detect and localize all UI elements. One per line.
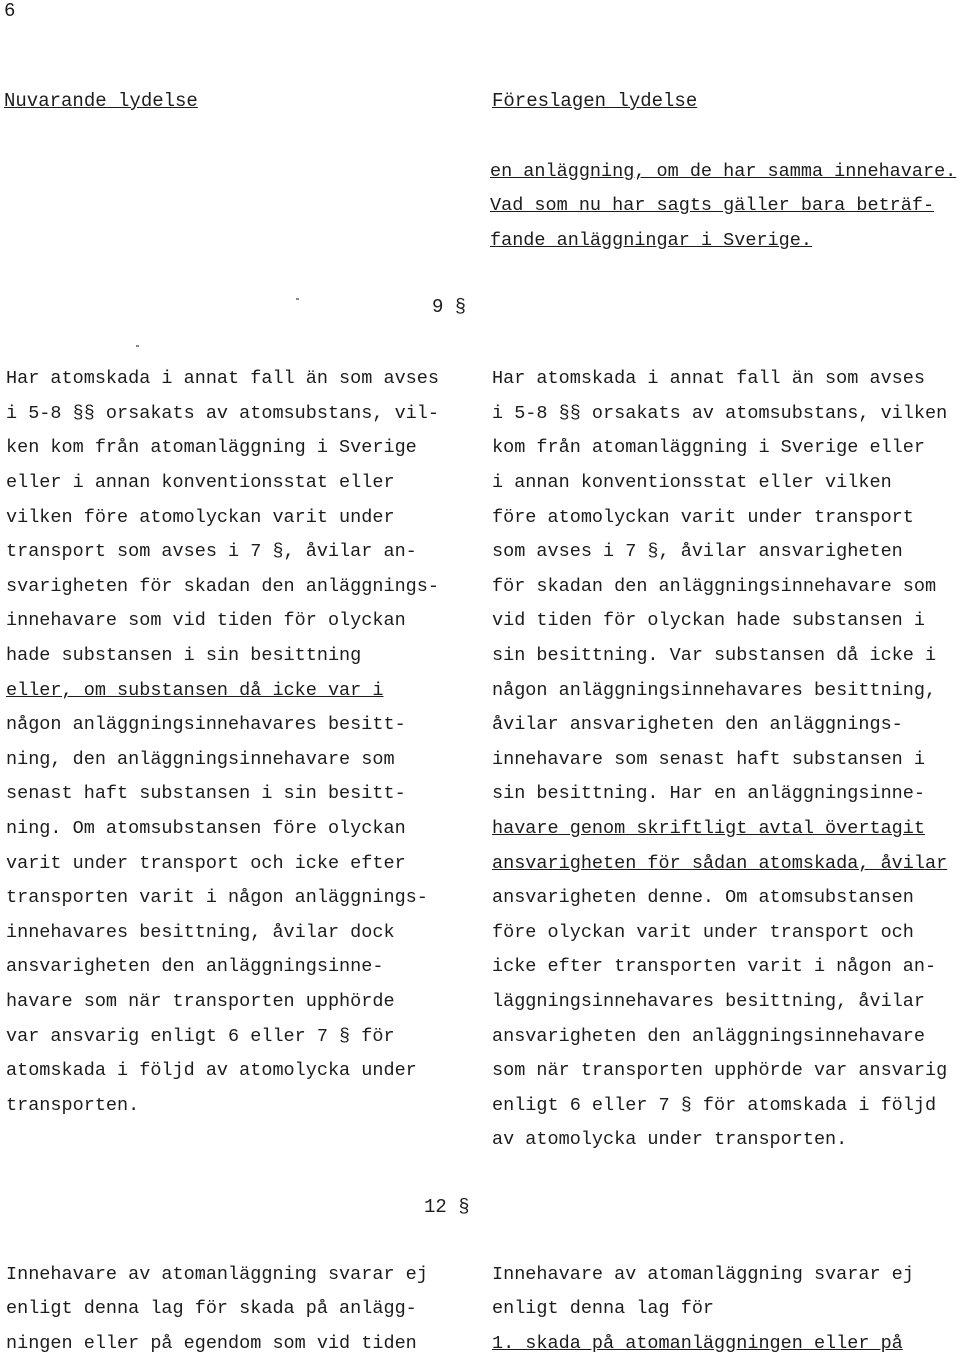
text-line: eller, om substansen då icke var i [6,680,384,701]
text-line: i 5-8 §§ orsakats av atomsubstans, vil- [6,403,439,424]
text-line: Innehavare av atomanläggning svarar ej [6,1264,428,1285]
text-line: kom från atomanläggning i Sverige eller [492,437,925,458]
text-line: åvilar ansvarigheten den anläggnings- [492,714,903,735]
text-line: enligt 6 eller 7 § för atomskada i följd [492,1095,937,1116]
text-line: havare genom skriftligt avtal övertagit [492,818,925,839]
text-line: före atomolyckan varit under transport [492,507,914,528]
scan-speck [296,298,299,300]
text-line: hade substansen i sin besittning [6,645,362,666]
text-line: transporten. [6,1095,140,1116]
text-line: någon anläggningsinnehavares besitt- [6,714,406,735]
text-line: för skadan den anläggningsinnehavare som [492,576,937,597]
text-line: innehavare som vid tiden för olyckan [6,610,406,631]
text-line: ningen eller på egendom som vid tiden [6,1333,417,1354]
text-line: havare som när transporten upphörde [6,991,395,1012]
text-line: innehavares besittning, åvilar dock [6,922,395,943]
text-line: vilken före atomolyckan varit under [6,507,395,528]
text-line: innehavare som senast haft substansen i [492,749,925,770]
text-line: icke efter transporten varit i någon an- [492,956,937,977]
text-line: en anläggning, om de har samma innehavare. [490,161,957,182]
text-line: före olyckan varit under transport och [492,922,914,943]
text-line: senast haft substansen i sin besitt- [6,783,406,804]
text-line: svarigheten för skadan den anläggnings- [6,576,439,597]
text-line: vid tiden för olyckan hade substansen i [492,610,925,631]
text-line: Vad som nu har sagts gäller bara beträf- [490,195,935,216]
text-line: ning, den anläggningsinnehavare som [6,749,395,770]
text-line: enligt denna lag för [492,1298,715,1319]
text-line: var ansvarig enligt 6 eller 7 § för [6,1026,395,1047]
text-line: som avses i 7 §, åvilar ansvarigheten [492,541,903,562]
text-line: eller i annan konventionsstat eller [6,472,395,493]
text-line: ansvarigheten den anläggningsinne- [6,956,384,977]
scan-speck [136,345,139,347]
text-line: av atomolycka under transporten. [492,1129,848,1150]
text-line: i 5-8 §§ orsakats av atomsubstans, vilken [492,403,948,424]
text-line: ning. Om atomsubstansen före olyckan [6,818,406,839]
text-line: fande anläggningar i Sverige. [490,230,812,251]
text-line: Har atomskada i annat fall än som avses [6,368,439,389]
text-line: i annan konventionsstat eller vilken [492,472,892,493]
text-line: 1. skada på atomanläggningen eller på [492,1333,903,1354]
text-line: Innehavare av atomanläggning svarar ej [492,1264,914,1285]
text-line: sin besittning. Har en anläggningsinne- [492,783,925,804]
text-line: ansvarigheten denne. Om atomsubstansen [492,887,914,908]
text-line: någon anläggningsinnehavares besittning, [492,680,937,701]
page-number: 6 [4,0,16,22]
text-line: läggningsinnehavares besittning, åvilar [492,991,925,1012]
text-line: som när transporten upphörde var ansvarig [492,1060,948,1081]
text-line: varit under transport och icke efter [6,853,406,874]
section-12-heading: 12 § [424,1196,470,1218]
text-line: ansvarigheten den anläggningsinnehavare [492,1026,925,1047]
text-line: enligt denna lag för skada på anlägg- [6,1298,417,1319]
text-line: atomskada i följd av atomolycka under [6,1060,417,1081]
text-line: sin besittning. Var substansen då icke i [492,645,937,666]
text-line: ken kom från atomanläggning i Sverige [6,437,417,458]
header-current-wording: Nuvarande lydelse [4,90,198,112]
text-line: transport som avses i 7 §, åvilar an- [6,541,417,562]
header-proposed-wording: Föreslagen lydelse [492,90,698,112]
text-line: ansvarigheten för sådan atomskada, åvilar [492,853,948,874]
section-9-heading: 9 § [432,296,467,318]
text-line: transporten varit i någon anläggnings- [6,887,428,908]
text-line: Har atomskada i annat fall än som avses [492,368,925,389]
